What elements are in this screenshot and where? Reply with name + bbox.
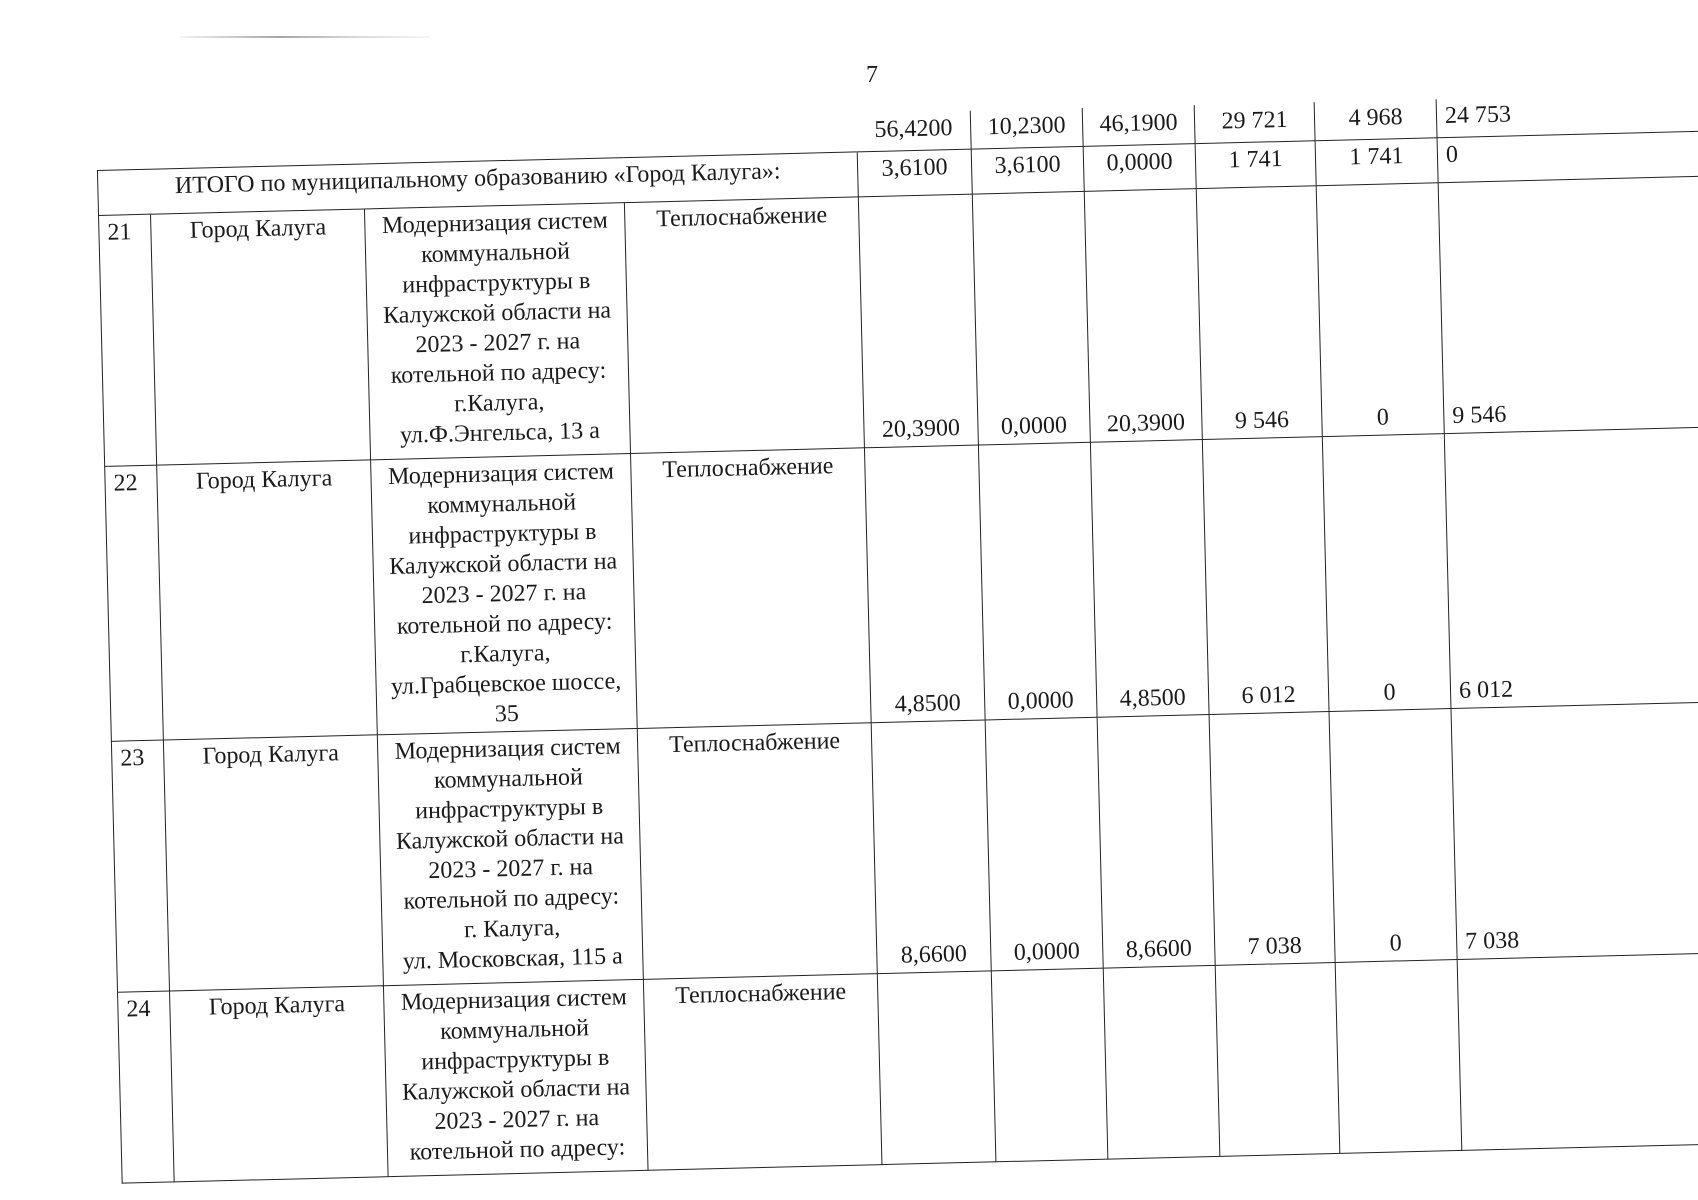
row-value: 0,0000 [1083,144,1196,192]
row-value: 6 012 [1202,437,1329,715]
category: Теплоснабжение [643,974,882,1171]
total-value: 46,1900 [1082,105,1195,146]
total-label: ИТОГО по муниципальному образованию «Город Калуга»: [97,152,858,216]
municipality: Город Калуга [170,986,389,1182]
row-value: 9 546 [1196,186,1322,440]
row-value: 6 012 [1444,427,1698,709]
total-value: 29 721 [1194,102,1315,143]
total-value: 24 753 [1436,92,1698,137]
row-value: 9 546 [1438,176,1698,434]
row-value: 4,8500 [864,445,985,723]
row-number: 22 [105,465,164,741]
row-value: 8,6600 [1097,714,1215,968]
row-value: 3,6100 [857,149,972,197]
description: Модернизация систем коммунальной инфраструктуры в Калужской области на 2023 - 2027 г. на котельной по адресу: г. Калуга, ул. Московская, 115 а [377,728,643,985]
budget-table-sheet [96,93,1698,1172]
row-value: 0 [1329,709,1457,963]
budget-table [96,92,1698,1183]
municipality: Город Калуга [157,460,378,740]
row-value: 0,0000 [978,442,1097,720]
municipality: Город Калуга [151,209,371,465]
total-value: 10,2300 [970,108,1083,149]
table-row [105,427,1698,741]
category: Теплоснабжение [631,448,872,729]
scan-artifact-line [180,36,430,38]
row-value: 4,8500 [1090,440,1209,718]
row-value: 0,0000 [985,717,1103,971]
row-number: 23 [111,740,169,992]
row-value: 7 038 [1451,702,1698,960]
row-value: 7 038 [1209,712,1335,966]
description: Модернизация систем коммунальной инфраструктуры в Калужской области на 2023 - 2027 г. на котельной по адресу: г.Калуга, ул.Ф.Энгельса, 13 а [364,203,630,460]
row-value: 8,6600 [871,720,991,974]
description: Модернизация систем коммунальной инфраструктуры в Калужской области на 2023 - 2027 г. на котельной по адресу: [383,979,648,1176]
category: Теплоснабжение [637,723,877,980]
row-value: 0 [1437,131,1698,183]
row-number: 21 [99,214,157,466]
page-number: 7 [866,62,878,88]
row-number: 24 [118,991,175,1183]
table-row [99,176,1698,467]
description: Модернизация систем коммунальной инфраструктуры в Калужской области на 2023 - 2027 г. на котельной по адресу: г.Калуга, ул.Грабцевское шоссе, 35 [371,454,638,735]
row-value: 20,3900 [858,194,978,448]
table-row [111,702,1698,993]
table-row [118,953,1698,1184]
municipality: Город Калуга [163,735,383,991]
row-value: 3,6100 [971,146,1084,194]
row-value: 0,0000 [972,191,1090,445]
total-value: 4 968 [1314,99,1437,140]
row-value: 0 [1322,434,1451,712]
row-value: 20,3900 [1084,189,1202,443]
row-value: 1 741 [1195,141,1316,189]
row-value: 0 [1316,183,1444,437]
total-value: 56,4200 [856,111,971,152]
row-value: 1 741 [1315,138,1438,186]
category: Теплоснабжение [624,197,864,454]
